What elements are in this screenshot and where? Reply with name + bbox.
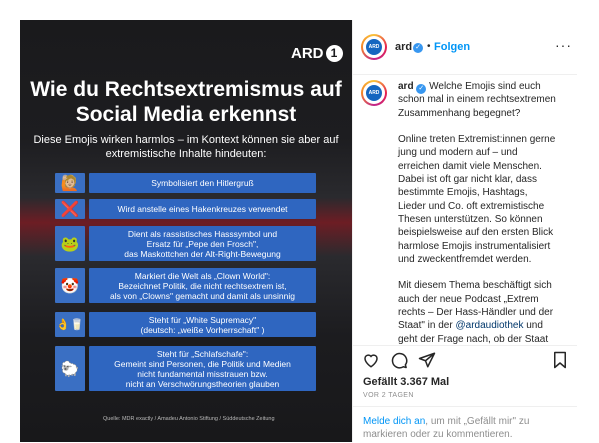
- graphic-title: Wie du Rechtsextremismus auf Social Media erkennst: [30, 78, 342, 126]
- comment-icon[interactable]: [390, 351, 408, 374]
- ard-logo: [291, 45, 343, 62]
- like-heart-icon[interactable]: [362, 351, 380, 374]
- emoji-row: [55, 268, 316, 303]
- graphic-source: Quelle: MDR exactly / Amadeu Antonio Stiftung / Süddeutsche Zeitung: [103, 416, 275, 422]
- mention-link[interactable]: @ardaudiothek: [455, 320, 524, 332]
- post-header: [353, 20, 578, 75]
- emoji-description: Wird anstelle eines Hakenkreuzes verwendet: [89, 199, 316, 219]
- login-text: [363, 415, 573, 441]
- emoji-description: Steht für „Schlafschafe": Gemeint sind Personen, die Politik und Medien nicht fundamental misstrauen bzw. nicht an Verschwörungstheorien glauben: [89, 346, 316, 391]
- avatar-label: ARD: [366, 85, 382, 101]
- like-count[interactable]: Gefällt 3.367 Mal: [363, 376, 450, 388]
- profile-avatar[interactable]: [361, 34, 387, 60]
- clown-emoji-icon: 🤡: [55, 268, 85, 303]
- profile-username[interactable]: ard: [395, 41, 413, 53]
- login-hint: , um mit „Gefällt mir" zu markieren oder zu kommentieren.: [363, 416, 530, 440]
- emoji-row: [55, 312, 316, 337]
- cross-mark-emoji-icon: ❌: [55, 199, 85, 219]
- emoji-row: [55, 346, 316, 391]
- caption-paragraph: und geht der Frage nach, ob der Staat: [398, 320, 549, 345]
- emoji-description: Symbolisiert den Hitlergruß: [89, 173, 316, 193]
- caption-paragraph: Mit diesem Thema beschäftigt sich auch der neue Podcast „Extrem rechts – Der Hass-Händler und der Staat" in der: [398, 280, 554, 332]
- ard-logo-text: ARD: [291, 45, 324, 62]
- graphic-subtitle: Diese Emojis wirken harmlos – im Kontext können sie aber auf extremistische Inhalte hindeuten:: [33, 134, 339, 160]
- caption-paragraph: Online treten Extremist:innen gerne jung und modern auf – und erreichen damit viele Menschen. Dabei ist oft gar nicht klar, dass bestimmte Emojis, Hashtags, Lieder und Co. oft extremistische Thesen unterstützen. So können beispielsweise auf den ersten Blick harmlose Emojis instrumentalisiert und zweckentfremdet werden.: [398, 134, 556, 265]
- verified-badge-icon: ✓: [413, 43, 423, 53]
- sheep-emoji-icon: 🐑: [55, 346, 85, 391]
- emoji-row: [55, 199, 316, 219]
- avatar-label: ARD: [366, 39, 382, 55]
- emoji-description: Markiert die Welt als „Clown World": Bezeichnet Politik, die nicht rechtsextrem ist, als von „Clowns" gemacht und damit als unsinnig: [89, 268, 316, 303]
- login-prompt: [353, 406, 578, 443]
- ard-logo-one: 1: [326, 45, 343, 62]
- page-margin: [577, 20, 599, 442]
- action-bar: [353, 345, 578, 376]
- follow-button[interactable]: Folgen: [434, 41, 471, 53]
- verified-badge-icon: ✓: [416, 84, 426, 94]
- caption-avatar[interactable]: [361, 80, 387, 106]
- separator-dot: •: [427, 41, 431, 52]
- post-timestamp[interactable]: VOR 2 TAGEN: [363, 392, 414, 399]
- caption-username[interactable]: ard: [398, 81, 414, 92]
- more-options-icon[interactable]: ···: [555, 37, 572, 53]
- emoji-description: Steht für „White Supremacy" (deutsch: „weiße Vorherrschaft" ): [89, 312, 316, 337]
- post-sidebar: [352, 20, 578, 442]
- bookmark-icon[interactable]: [552, 351, 568, 374]
- frog-emoji-icon: 🐸: [55, 226, 85, 261]
- post-image: [20, 20, 352, 442]
- caption-intro: Welche Emojis sind euch schon mal in einem rechtsextremen Zusammenhang begegnet?: [398, 81, 556, 119]
- emoji-description: Dient als rassistisches Hasssymbol und Ersatz für „Pepe den Frosch", das Maskottchen der Alt-Right-Bewegung: [89, 226, 316, 261]
- post-caption: [398, 80, 558, 358]
- ok-hand-milk-emoji-icon: 👌🥛: [55, 312, 85, 337]
- emoji-row: [55, 173, 316, 193]
- emoji-row: [55, 226, 316, 261]
- login-link[interactable]: Melde dich an: [363, 416, 426, 427]
- raised-hand-emoji-icon: 🙋🏼: [55, 173, 85, 193]
- share-icon[interactable]: [418, 351, 436, 374]
